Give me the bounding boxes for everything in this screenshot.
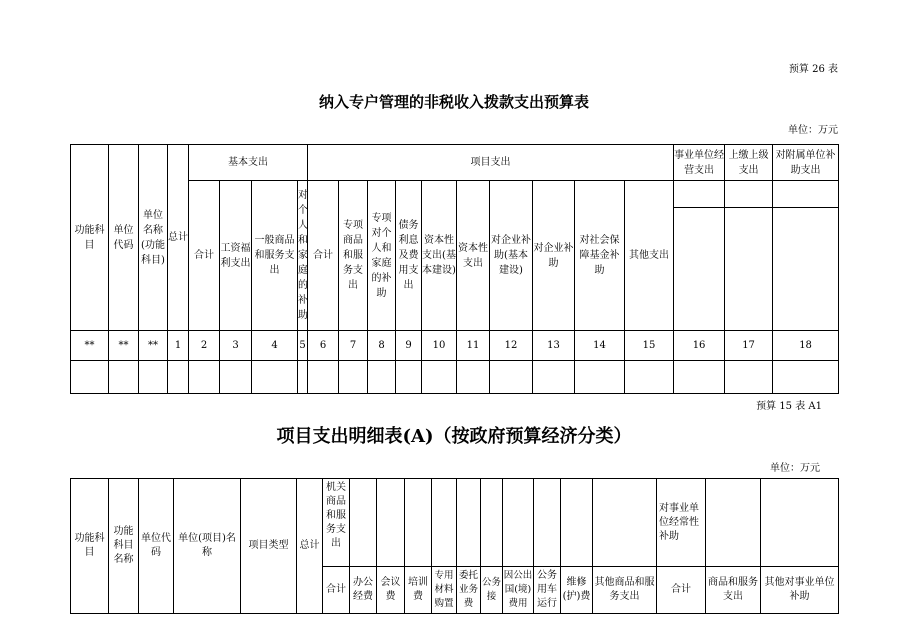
header-blank-cell [377, 479, 405, 567]
header-org-sub: 培训费 [405, 567, 432, 614]
header-basic-sub: 工资福利支出 [220, 181, 252, 331]
table1-title: 纳入专户管理的非税收入拨款支出预算表 [318, 93, 589, 111]
header-org-sub: 专用材料购置 [432, 567, 457, 614]
header-unit-code: 单位代码 [109, 145, 139, 331]
header-org-sub: 因公出国(境)费用 [503, 567, 534, 614]
data-cell [298, 361, 308, 394]
header-blank-cell [674, 208, 725, 331]
header-unit-code: 单位代码 [139, 479, 174, 614]
header-org-sub: 办公经费 [350, 567, 377, 614]
data-cell [674, 361, 725, 394]
index-cell: 18 [773, 331, 839, 361]
header-project-sub: 对企业补助(基本建设) [490, 181, 533, 331]
header-org-sub: 公务接 [481, 567, 503, 614]
data-cell [139, 361, 168, 394]
index-cell: 7 [339, 331, 368, 361]
data-cell [220, 361, 252, 394]
header-project-sub: 对社会保障基金补助 [575, 181, 625, 331]
header-project-sub: 资本性支出(基本建设) [422, 181, 457, 331]
index-cell: 1 [168, 331, 189, 361]
index-cell: 13 [533, 331, 575, 361]
index-cell: 16 [674, 331, 725, 361]
header-org-goods-services: 机关商品和服务支出 [323, 479, 350, 567]
index-cell: 8 [368, 331, 396, 361]
data-cell [368, 361, 396, 394]
index-cell: 17 [725, 331, 773, 361]
index-cell: ** [109, 331, 139, 361]
header-blank-cell [481, 479, 503, 567]
data-cell [533, 361, 575, 394]
header-basic-expense: 基本支出 [189, 145, 308, 181]
header-blank-cell [773, 208, 839, 331]
index-cell: 10 [422, 331, 457, 361]
header-org-sub: 委托业务费 [457, 567, 481, 614]
header-total: 总计 [168, 145, 189, 331]
header-blank-cell [725, 208, 773, 331]
index-cell: 3 [220, 331, 252, 361]
header-basic-sub: 一般商品和服务支出 [252, 181, 298, 331]
data-cell [252, 361, 298, 394]
header-blank-cell [405, 479, 432, 567]
header-total: 总计 [297, 479, 323, 614]
form-number-label: 预算 26 表 [788, 64, 838, 75]
header-public-sub: 合计 [657, 567, 706, 614]
header-blank-cell [534, 479, 561, 567]
header-project-type: 项目类型 [241, 479, 297, 614]
nontax-budget-table [70, 144, 839, 394]
header-org-sub: 公务用车运行 [534, 567, 561, 614]
header-basic-sub: 对个人和家庭的补助 [298, 181, 308, 331]
header-project-sub: 合计 [308, 181, 339, 331]
index-cell: 14 [575, 331, 625, 361]
header-blank-cell [725, 181, 773, 208]
header-project-sub: 资本性支出 [457, 181, 490, 331]
index-cell: 15 [625, 331, 674, 361]
index-cell: 6 [308, 331, 339, 361]
header-func-subject-name: 功能科目名称 [109, 479, 139, 614]
header-org-sub: 合计 [323, 567, 350, 614]
header-blank-cell [593, 479, 657, 567]
index-cell: ** [71, 331, 109, 361]
data-cell [575, 361, 625, 394]
header-project-sub: 其他支出 [625, 181, 674, 331]
header-blank-cell [457, 479, 481, 567]
index-cell: 2 [189, 331, 220, 361]
data-cell [339, 361, 368, 394]
form-number-label: 预算 15 表 A1 [756, 401, 822, 412]
header-project-sub: 专项对个人和家庭的补助 [368, 181, 396, 331]
index-cell: 11 [457, 331, 490, 361]
data-cell [457, 361, 490, 394]
header-blank-cell [761, 479, 839, 567]
data-cell [109, 361, 139, 394]
data-cell [773, 361, 839, 394]
header-project-sub: 专项商品和服务支出 [339, 181, 368, 331]
header-project-expense: 项目支出 [308, 145, 674, 181]
index-cell: 4 [252, 331, 298, 361]
table2-title: 项目支出明细表(A)（按政府预算经济分类） [276, 426, 632, 447]
data-cell [71, 361, 109, 394]
header-org-sub: 维修(护)费 [561, 567, 593, 614]
header-upper-payment: 上缴上级支出 [725, 145, 773, 181]
index-cell: 5 [298, 331, 308, 361]
data-cell [725, 361, 773, 394]
index-cell: 9 [396, 331, 422, 361]
data-cell [422, 361, 457, 394]
header-func-subject: 功能科目 [71, 145, 109, 331]
data-cell [396, 361, 422, 394]
table2-unit-label: 单位：万元 [770, 463, 820, 474]
header-blank-cell [706, 479, 761, 567]
header-basic-sub: 合计 [189, 181, 220, 331]
header-blank-cell [773, 181, 839, 208]
index-cell: ** [139, 331, 168, 361]
data-cell [625, 361, 674, 394]
table1-unit-label: 单位：万元 [788, 125, 838, 136]
header-public-institution-subsidy: 对事业单位经常性补助 [657, 479, 706, 567]
data-cell [189, 361, 220, 394]
header-blank-cell [432, 479, 457, 567]
header-org-sub: 会议费 [377, 567, 405, 614]
header-org-sub: 其他商品和服务支出 [593, 567, 657, 614]
index-cell: 12 [490, 331, 533, 361]
header-unit-name: 单位名称(功能科目) [139, 145, 168, 331]
project-expense-detail-table [70, 478, 839, 614]
header-blank-cell [503, 479, 534, 567]
header-subsidiary: 对附属单位补助支出 [773, 145, 839, 181]
data-cell [168, 361, 189, 394]
data-cell [490, 361, 533, 394]
header-public-sub: 其他对事业单位补助 [761, 567, 839, 614]
header-blank-cell [674, 181, 725, 208]
header-project-sub: 债务利息及费用支出 [396, 181, 422, 331]
header-func-subject: 功能科目 [71, 479, 109, 614]
header-unit-project-name: 单位(项目)名称 [174, 479, 241, 614]
data-cell [308, 361, 339, 394]
header-business-ops: 事业单位经营支出 [674, 145, 725, 181]
header-project-sub: 对企业补助 [533, 181, 575, 331]
header-blank-cell [350, 479, 377, 567]
header-blank-cell [561, 479, 593, 567]
header-public-sub: 商品和服务支出 [706, 567, 761, 614]
